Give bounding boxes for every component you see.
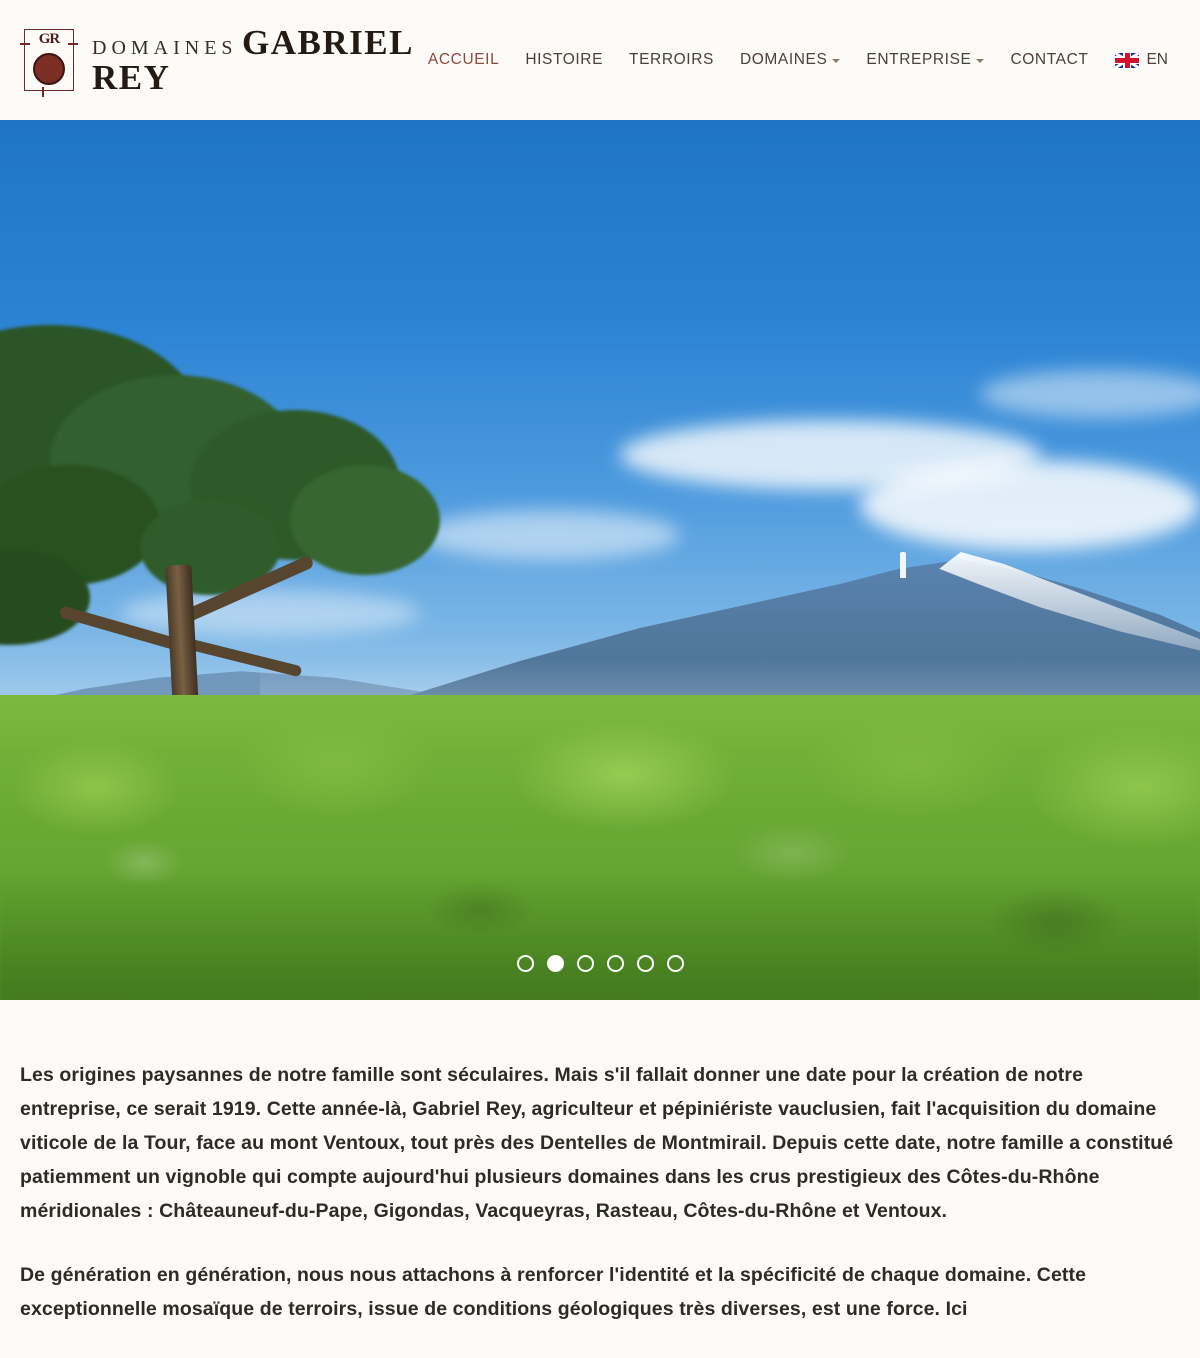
site-header xyxy=(0,0,1200,120)
logo-monogram: GR xyxy=(38,31,60,47)
brand-logo-link[interactable] xyxy=(20,25,415,95)
slider-pagination[interactable] xyxy=(0,955,1200,972)
summit-tower-shape xyxy=(900,552,906,578)
slider-dot-3[interactable] xyxy=(577,955,594,972)
hero-slider[interactable] xyxy=(0,120,1200,1000)
nav-label-contact: CONTACT xyxy=(1010,51,1089,68)
slider-dot-6[interactable] xyxy=(667,955,684,972)
uk-flag-icon xyxy=(1115,53,1139,68)
pine-tree-illustration xyxy=(0,315,520,735)
language-switcher[interactable] xyxy=(1101,41,1172,79)
nav-label-histoire: HISTOIRE xyxy=(525,51,604,68)
nav-item-entreprise[interactable] xyxy=(853,41,997,79)
chevron-down-icon xyxy=(976,59,984,63)
nav-label-domaines: DOMAINES xyxy=(739,51,828,68)
slider-dot-1[interactable] xyxy=(517,955,534,972)
chevron-down-icon xyxy=(832,59,840,63)
slider-dot-5[interactable] xyxy=(637,955,654,972)
cloud-shape xyxy=(860,460,1200,550)
nav-label-entreprise: ENTREPRISE xyxy=(866,51,972,68)
nav-item-contact[interactable] xyxy=(997,41,1101,79)
slider-dot-2[interactable] xyxy=(547,955,564,972)
brand-top-line: DOMAINES xyxy=(92,37,238,59)
nav-item-domaines[interactable] xyxy=(727,41,853,79)
intro-paragraph-2: De génération en génération, nous nous attachons à renforcer l'identité et la spécificité de chaque domaine. Cette exceptionnelle mosaïque de terroirs, issue de conditions géologiques très diverses, est une force. Ici xyxy=(20,1264,1087,1320)
nav-label-accueil: ACCUEIL xyxy=(427,51,500,68)
gabriel-rey-logo-icon xyxy=(20,27,78,93)
nav-item-histoire[interactable] xyxy=(512,41,616,79)
intro-paragraph-1: Les origines paysannes de notre famille sont séculaires. Mais s'il fallait donner une date pour la création de notre entreprise, ce serait 1919. Cette année-là, Gabriel Rey, agriculteur et pépiniériste vauclusien, fait l'acquisition du domaine viticole de la Tour, face au mont Ventoux, tout près des Dentelles de Montmirail. Depuis cette date, notre famille a constitué patiemment un vignoble qui compte aujourd'hui plusieurs domaines dans les crus prestigieux des Côtes-du-Rhône méridionales : Châteauneuf-du-Pape, Gigondas, Vacqueyras, Rasteau, Côtes-du-Rhône et Ventoux. xyxy=(20,1064,1174,1222)
main-navigation xyxy=(415,41,1172,79)
intro-section xyxy=(0,1000,1200,1358)
slider-dot-4[interactable] xyxy=(607,955,624,972)
nav-item-terroirs[interactable] xyxy=(616,41,727,79)
brand-main-line: GABRIEL REY xyxy=(92,23,413,97)
language-label: EN xyxy=(1146,51,1168,68)
nav-label-terroirs: TERROIRS xyxy=(629,51,714,68)
nav-item-accueil[interactable] xyxy=(415,41,512,79)
